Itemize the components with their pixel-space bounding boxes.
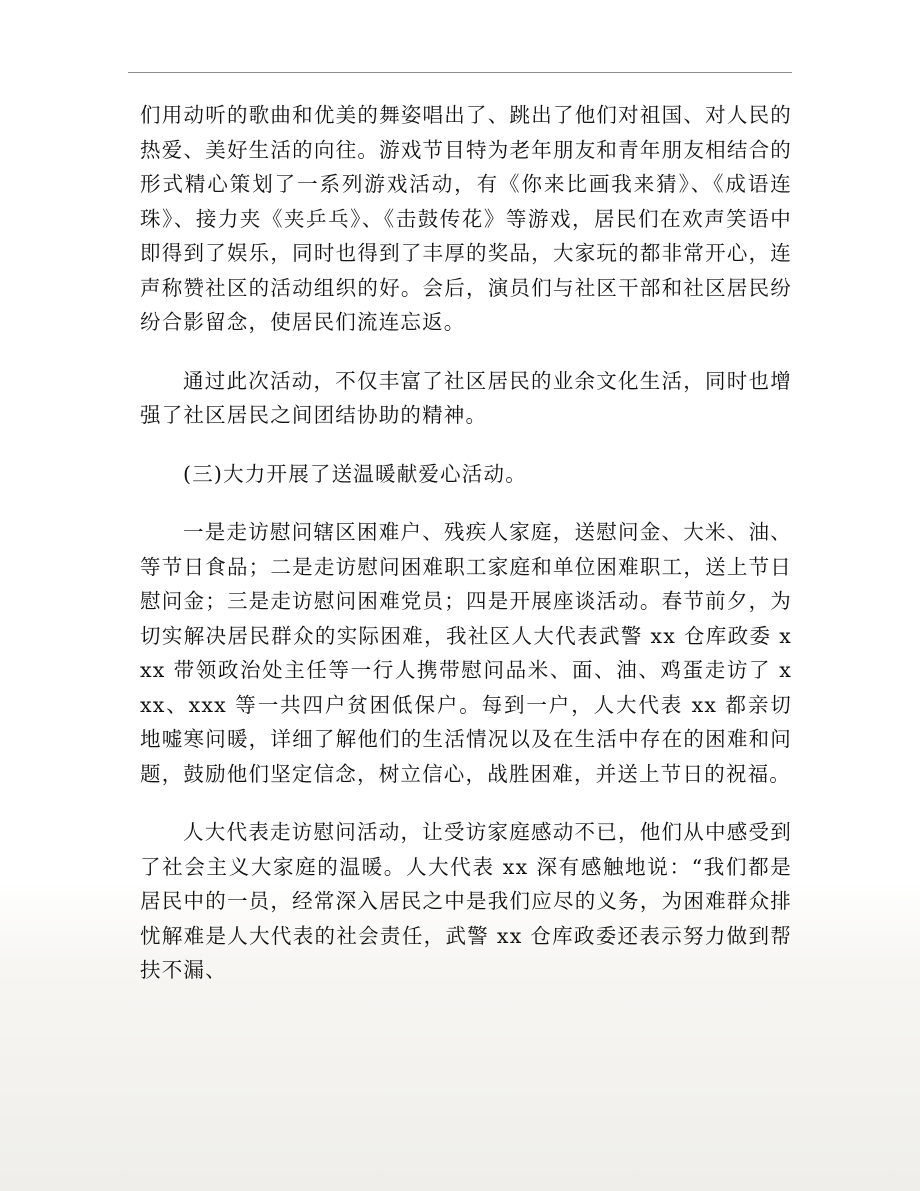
paragraph-4: 人大代表走访慰问活动，让受访家庭感动不已，他们从中感受到了社会主义大家庭的温暖。人大代表 xx 深有感触地说：“我们都是居民中的一员，经常深入居民之中是我们应尽的义务，为困难群众排忧解难是人大代表的社会责任，武警 xx 仓库政委还表示努力做到帮扶不漏、 <box>140 820 792 982</box>
section-heading: (三)大力开展了送温暖献爱心活动。 <box>183 461 527 486</box>
paragraph-3: 一是走访慰问辖区困难户、残疾人家庭，送慰问金、大米、油、等节日食品；二是走访慰问困难职工家庭和单位困难职工，送上节日慰问金；三是走访慰问困难党员；四是开展座谈活动。春节前夕，为切实解决居民群众的实际困难，我社区人大代表武警 xx 仓库政委 xxx 带领政治处主任等一行人携带慰问品米、面、油、鸡蛋走访了 xxx、xxx 等一共四户贫困低保户。每到一户，人大代表 xx 都亲切地嘘寒问暖，详细了解他们的生活情况以及在生活中存在的困难和问题，鼓励他们坚定信念，树立信心，战胜困难，并送上节日的祝福。 <box>140 520 792 786</box>
header-rule <box>128 72 792 73</box>
paragraph-1: 们用动听的歌曲和优美的舞姿唱出了、跳出了他们对祖国、对人民的热爱、美好生活的向往。游戏节目特为老年朋友和青年朋友相结合的形式精心策划了一系列游戏活动，有《你来比画我来猜》、《成语连珠》、接力夹《夹乒乓》、《击鼓传花》等游戏，居民们在欢声笑语中即得到了娱乐，同时也得到了丰厚的奖品，大家玩的都非常开心，连声称赞社区的活动组织的好。会后，演员们与社区干部和社区居民纷纷合影留念，使居民们流连忘返。 <box>140 103 792 334</box>
paragraph-2: 通过此次活动，不仅丰富了社区居民的业余文化生活，同时也增强了社区居民之间团结协助的精神。 <box>140 368 792 427</box>
document-body <box>140 98 792 1012</box>
